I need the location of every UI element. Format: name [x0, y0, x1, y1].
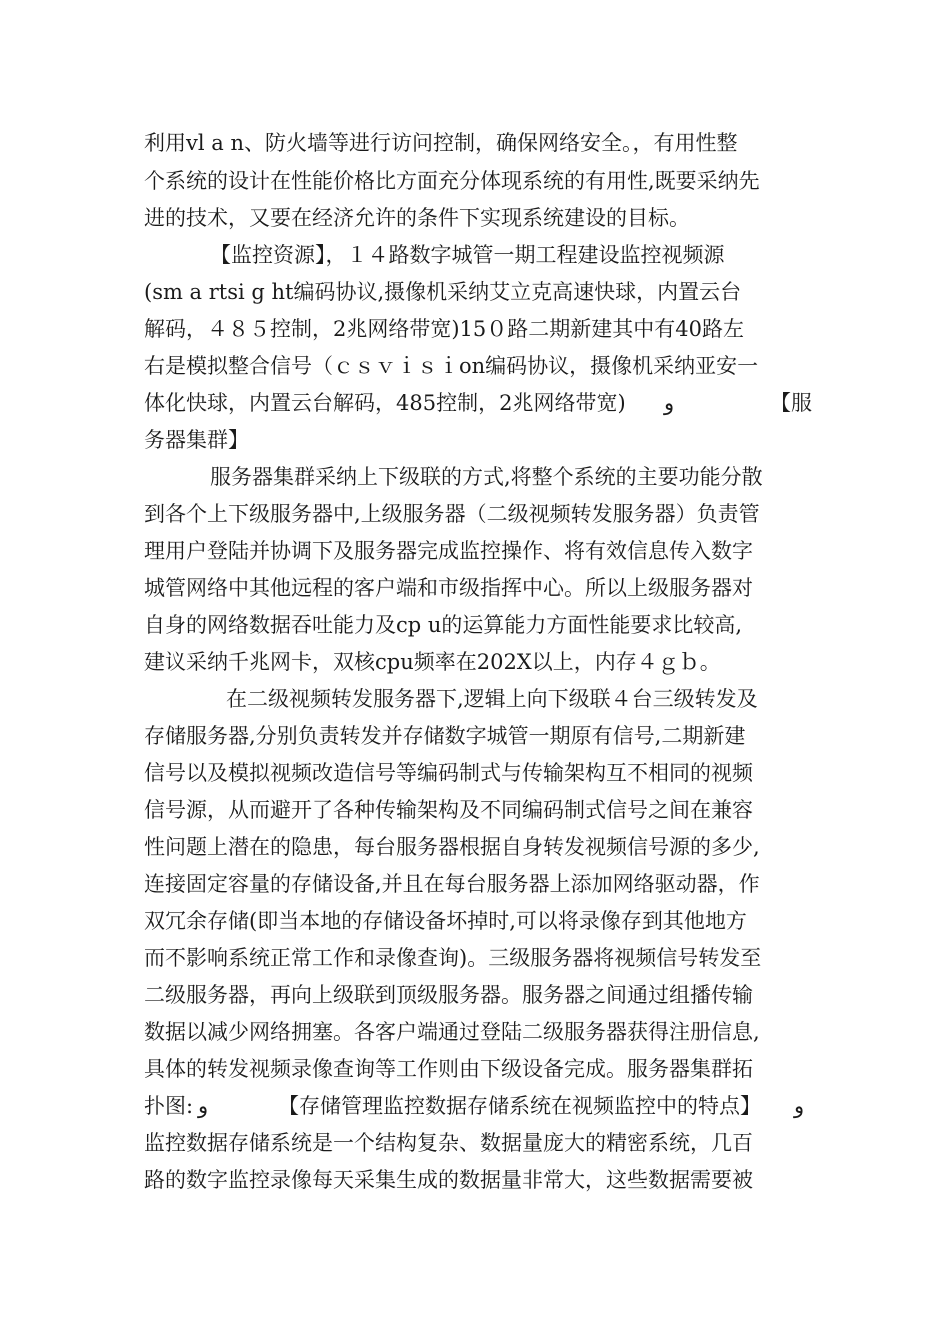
text-line: 具体的转发视频录像查询等工作则由下级设备完成。服务器集群拓 — [144, 1057, 753, 1081]
text-line: 【监控资源】，１４路数字城管一期工程建设监控视频源 — [210, 243, 725, 267]
inline-mark: و — [794, 1094, 805, 1118]
text-line: 利用vl a n、防火墙等进行访问控制，确保网络安全。，有用性整 — [144, 131, 738, 155]
text-line: 自身的网络数据吞吐能力及cp u的运算能力方面性能要求比较高, — [144, 613, 743, 637]
text-line: 存储服务器,分别负责转发并存储数字城管一期原有信号,二期新建 — [144, 724, 746, 748]
section-heading: 【存储管理监控数据存储系统在视频监控中的特点】 — [278, 1094, 761, 1118]
text-line: 建议采纳千兆网卡，双核cpu频率在202X以上，内存４ｇｂ。 — [144, 650, 721, 674]
text-line: 个系统的设计在性能价格比方面充分体现系统的有用性,既要采纳先 — [144, 169, 760, 193]
text-line: 进的技术，又要在经济允许的条件下实现系统建设的目标。 — [144, 206, 690, 230]
text-line: 理用户登陆并协调下及服务器完成监控操作、将有效信息传入数字 — [144, 539, 753, 563]
text-span: 体化快球，内置云台解码，485控制，2兆网络带宽) — [144, 391, 626, 415]
text-line: 到各个上下级服务器中,上级服务器（二级视频转发服务器）负责管 — [144, 502, 760, 526]
text-line: 性问题上潜在的隐患，每台服务器根据自身转发视频信号源的多少, — [144, 835, 760, 859]
text-line: 解码，４８５控制，2兆网络带宽)15０路二期新建其中有40路左 — [144, 317, 744, 341]
heading-fragment: 【服 — [770, 391, 812, 415]
text-line — [144, 1091, 814, 1121]
text-line: 务器集群】 — [144, 428, 249, 452]
text-line: 二级服务器，再向上级联到顶级服务器。服务器之间通过组播传输 — [144, 983, 753, 1007]
text-line: (sm a rtsi g ht编码协议,摄像机采纳艾立克高速快球，内置云台 — [144, 280, 742, 304]
text-line: 监控数据存储系统是一个结构复杂、数据量庞大的精密系统，几百 — [144, 1131, 753, 1155]
text-line: 右是模拟整合信号（ｃｓｖｉｓｉon编码协议，摄像机采纳亚安一 — [144, 354, 759, 378]
text-line: 路的数字监控录像每天采集生成的数据量非常大，这些数据需要被 — [144, 1168, 753, 1192]
text-line: 城管网络中其他远程的客户端和市级指挥中心。所以上级服务器对 — [144, 576, 753, 600]
text-line: 在二级视频转发服务器下,逻辑上向下级联４台三级转发及 — [226, 687, 758, 711]
text-line: 数据以减少网络拥塞。各客户端通过登陆二级服务器获得注册信息, — [144, 1020, 760, 1044]
inline-mark: و — [664, 391, 675, 415]
text-line: 信号以及模拟视频改造信号等编码制式与传输架构互不相同的视频 — [144, 761, 753, 785]
text-line — [144, 388, 814, 418]
text-line: 信号源，从而避开了各种传输架构及不同编码制式信号之间在兼容 — [144, 798, 753, 822]
text-line: 而不影响系统正常工作和录像查询)。三级服务器将视频信号转发至 — [144, 946, 762, 970]
text-line: 服务器集群采纳上下级联的方式,将整个系统的主要功能分散 — [210, 465, 763, 489]
text-line: 双冗余存储(即当本地的存储设备坏掉时,可以将录像存到其他地方 — [144, 909, 747, 933]
text-line: 连接固定容量的存储设备,并且在每台服务器上添加网络驱动器，作 — [144, 872, 760, 896]
inline-mark: و — [198, 1094, 209, 1118]
text-span: 扑图: — [144, 1094, 194, 1118]
